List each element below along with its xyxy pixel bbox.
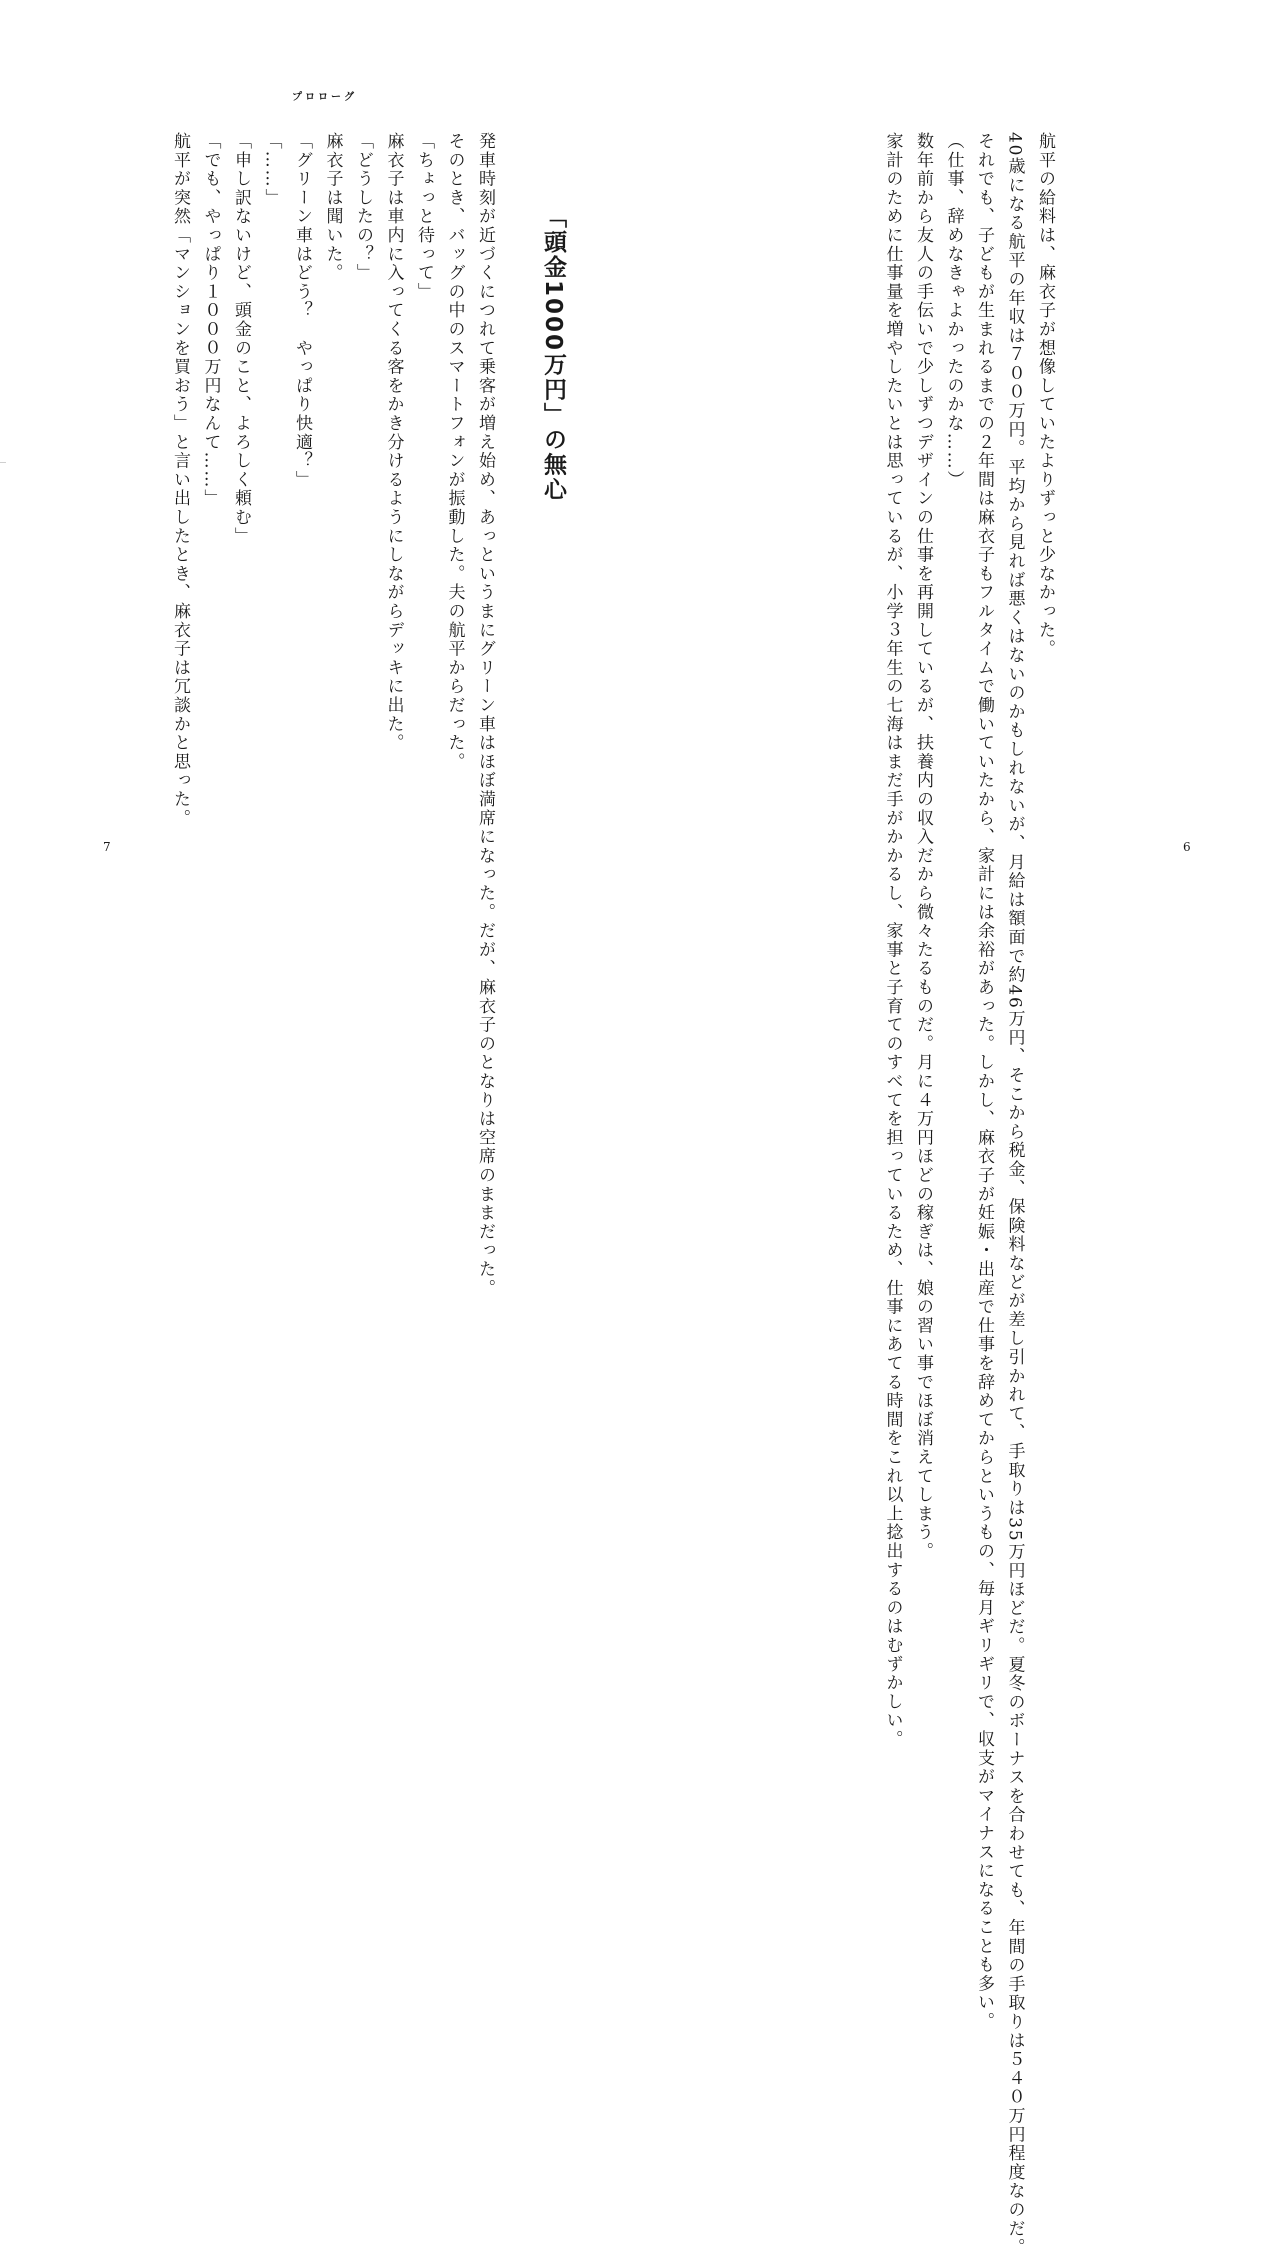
right-body-text xyxy=(730,132,1060,2257)
dialogue-line: 「……」 xyxy=(261,132,282,208)
paragraph: 40歳になる航平の年収は７００万円。平均から見れば悪くはないのかもしれないが、月給は額面で約46万円、そこから税金、保険料などが差し引かれて、手取りは35万円ほどだ。夏冬のボーナスを合わせても、年間の手取りは５４０万円程度なのだ。 xyxy=(1004,132,1025,2257)
left-body-text xyxy=(100,132,500,1298)
paragraph: 数年前から友人の手伝いで少しずつデザインの仕事を再開しているが、扶養内の収入だから微々たるものだ。月に４万円ほどの稼ぎは、娘の習い事でほぼ消えてしまう。 xyxy=(913,132,933,1561)
paragraph: 家計のために仕事量を増やしたいとは思っているが、小学３年生の七海はまだ手がかかるし、家事と子育てのすべてを担っているため、仕事にあてる時間をこれ以上捻出するのはむずかしい。 xyxy=(882,132,903,1749)
paragraph: それでも、子どもが生まれるまでの２年間は麻衣子もフルタイムで働いていたから、家計には余裕があった。しかし、麻衣子が妊娠・出産で仕事を辞めてからというもの、毎月ギリギリで、収支がマイナスになることも多い。 xyxy=(974,132,994,2031)
page-number-right: 6 xyxy=(1183,840,1191,854)
paragraph: 発車時刻が近づくにつれて乗客が増え始め、あっというまにグリーン車はほぼ満席になった。だが、麻衣子のとなりは空席のままだった。 xyxy=(475,132,495,1298)
dialogue-line: 「グリーン車はどう？ やっぱり快適？」 xyxy=(292,132,312,490)
margin-mark xyxy=(0,462,6,463)
running-head: プロローグ xyxy=(292,92,357,103)
paragraph: そのとき、バッグの中のスマートフォンが振動した。夫の航平からだった。 xyxy=(444,132,465,772)
dialogue-line: 「ちょっと待って」 xyxy=(414,132,434,302)
paragraph: 麻衣子は車内に入ってくる客をかき分けるようにしながらデッキに出た。 xyxy=(383,132,404,753)
inner-thought: （仕事、辞めなきゃよかったのかな……） xyxy=(943,132,964,490)
paragraph: 航平が突然「マンションを買おう」と言い出したとき、麻衣子は冗談かと思った。 xyxy=(170,132,190,828)
dialogue-line: 「どうしたの？」 xyxy=(353,132,373,283)
page-number-left: 7 xyxy=(103,840,111,854)
dialogue-line: 「申し訳ないけど、頭金のこと、よろしく頼む」 xyxy=(231,132,251,546)
dialogue-line: 「でも、やっぱり１０００万円なんて……」 xyxy=(200,132,221,508)
paragraph: 航平の給料は、麻衣子が想像していたよりずっと少なかった。 xyxy=(1035,132,1055,659)
paragraph: 麻衣子は聞いた。 xyxy=(322,132,343,283)
chapter-title: 「頭金1000万円」の無心 xyxy=(540,205,566,503)
